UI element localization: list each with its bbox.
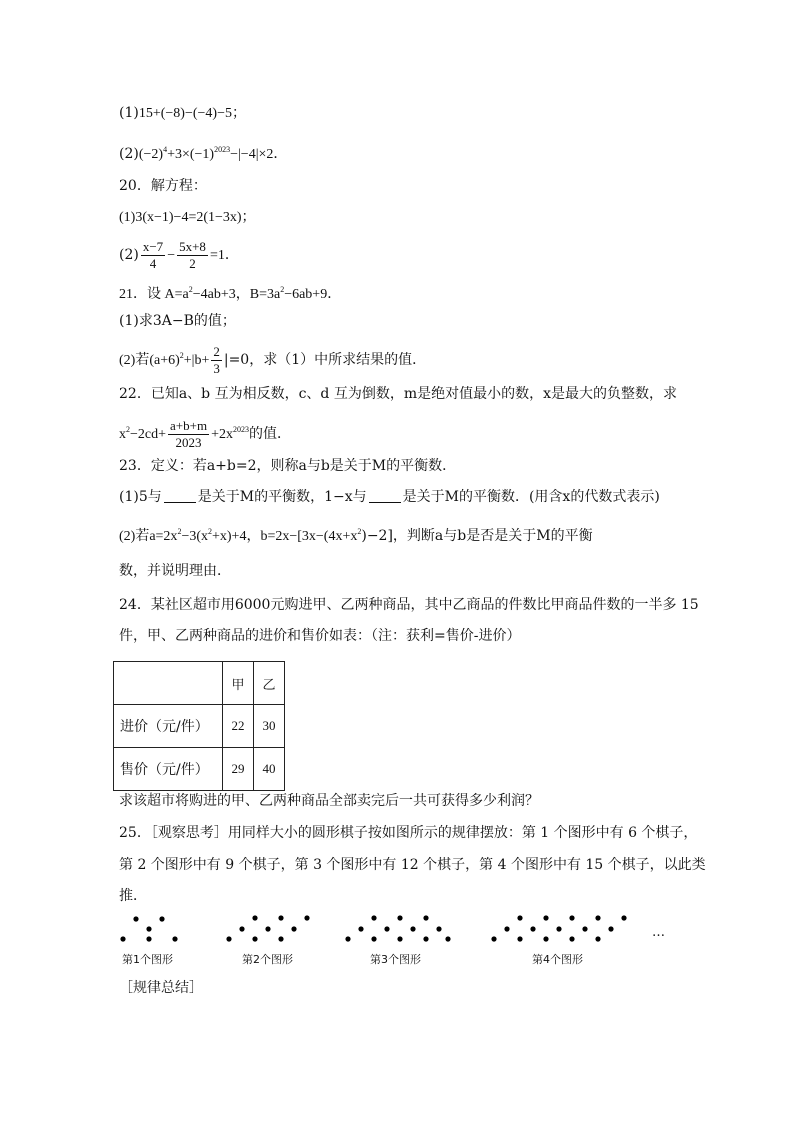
figure-1 — [120, 916, 177, 941]
q20-part1: (1)3(x−1)−4=2(1−3x)； — [119, 210, 256, 225]
fraction: $\frac{5x+8}{2}$ — [179, 238, 206, 271]
q25-line3: 推． — [119, 888, 147, 904]
header-cell — [114, 662, 223, 705]
q19-part1: (1)15+(−8)−(−4)−5； — [119, 105, 246, 121]
table-row — [114, 705, 285, 748]
cell: 29 — [223, 748, 254, 791]
header-cell: 乙 — [254, 662, 285, 705]
q21-stem: 21．设 $A=a^2-4ab+3$，$B=3a^2-6ab+9$． — [119, 285, 342, 302]
q22-stem: 22．已知a、b 互为相反数，c、d 互为倒数，m是绝对值最小的数，x是最大的负整数，求 — [119, 386, 677, 402]
figure-2 — [226, 915, 309, 941]
fraction: $\frac{a+b+m}{2023}$ — [170, 417, 208, 450]
answer-blank — [369, 488, 401, 503]
q25-line1: 25．［观察思考］用同样大小的圆形棋子按如图所示的规律摆放：第 1 个图形中有 6 个棋子， — [119, 825, 698, 841]
cell: 30 — [254, 705, 285, 748]
price-table — [113, 661, 285, 791]
header-cell: 甲 — [223, 662, 254, 705]
q23-stem: 23．定义：若a+b=2，则称a与b是关于M的平衡数． — [119, 458, 457, 474]
q21-part2: (2)若$(a+6)^2+|b+$ $\frac{2}{3}$ |=0，求（1）中所求结果的值． — [119, 343, 427, 376]
q23-part1: (1)5与 是关于M的平衡数，1−x与 是关于M的平衡数．(用含x的代数式表示) — [119, 489, 660, 505]
q20-part2: (2) $\frac{x-7}{4}$ − $\frac{5x+8}{2}$ =1． — [119, 238, 239, 271]
table-row — [114, 748, 285, 791]
figure-caption: 第3个图形 — [370, 953, 421, 966]
answer-blank — [164, 488, 196, 503]
figure-3 — [345, 915, 450, 941]
q24-question: 求该超市将购进的甲、乙两种商品全部卖完后一共可获得多少利润？ — [119, 793, 539, 809]
q24-line1: 24．某社区超市用6000元购进甲、乙两种商品，其中乙商品的件数比甲商品件数的一半多 15 — [119, 597, 699, 613]
fraction: $\frac{x-7}{4}$ — [142, 238, 164, 271]
q19-part2: $(2)(-2)^4+3\times(-1)^{2023}-|-4|\times 2$． — [119, 145, 288, 162]
q21-part1: (1)求3A−B的值； — [119, 313, 236, 329]
q24-line2: 件，甲、乙两种商品的进价和售价如表：（注：获利=售价-进价） — [119, 628, 521, 644]
figure-caption: 第2个图形 — [242, 953, 293, 966]
q25-line2: 第 2 个图形中有 9 个棋子，第 3 个图形中有 12 个棋子，第 4 个图形中有 15 个棋子，以此类 — [119, 857, 706, 873]
cell: 22 — [223, 705, 254, 748]
q23-part2: (2)若$a=2x^2-3(x^2+x)+4$，$b=2x-[3x-(4x+x^2)-2]$，判断a与b是否是关于M的平衡 — [119, 527, 593, 544]
fraction: $\frac{2}{3}$ — [213, 343, 220, 376]
cell: 40 — [254, 748, 285, 791]
q20-title: 20．解方程： — [119, 178, 207, 194]
figure-caption: 第4个图形 — [532, 953, 583, 966]
q23-part2-cont: 数，并说明理由． — [119, 563, 231, 579]
ellipsis: … — [652, 925, 665, 940]
table-header-row — [114, 662, 285, 705]
pattern-figures — [0, 905, 794, 950]
figure-4 — [491, 915, 626, 941]
q25-summary-heading: ［规律总结］ — [119, 980, 203, 996]
row-label: 售价（元/件） — [114, 748, 223, 791]
figure-caption: 第1个图形 — [122, 953, 173, 966]
row-label: 进价（元/件） — [114, 705, 223, 748]
q22-expression: $x^2-2cd+$ $\frac{a+b+m}{2023}$ $+2x^{2023}$的值． — [119, 417, 291, 450]
